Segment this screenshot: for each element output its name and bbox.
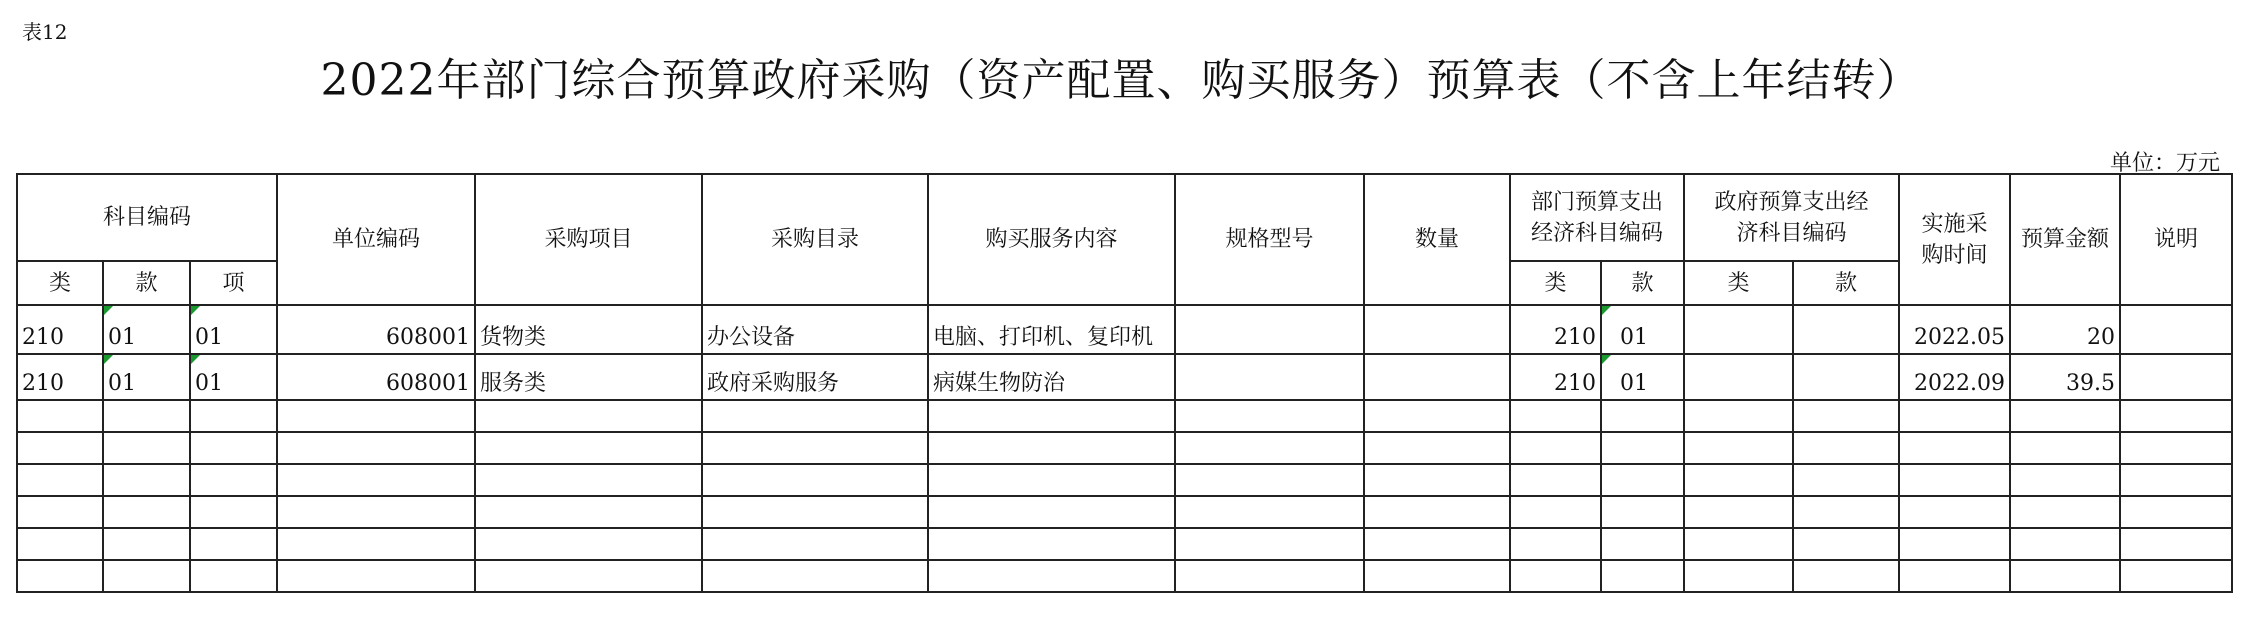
cell-gov-item xyxy=(1793,354,1899,400)
cell-sub-item: 01 xyxy=(190,305,277,354)
cell-time: 2022.05 xyxy=(1899,305,2010,354)
empty-row xyxy=(17,496,2232,528)
header-dept-item: 款 xyxy=(1601,261,1684,305)
cell-project: 服务类 xyxy=(475,354,702,400)
header-sub-item: 项 xyxy=(190,261,277,305)
cell-catalog: 办公设备 xyxy=(702,305,928,354)
header-purchase-project: 采购项目 xyxy=(475,174,702,305)
header-class: 类 xyxy=(17,261,103,305)
cell-catalog: 政府采购服务 xyxy=(702,354,928,400)
cell-amount: 39.5 xyxy=(2010,354,2120,400)
unit-label: 单位：万元 xyxy=(2109,151,2220,176)
table-row xyxy=(17,305,2232,354)
cell-dept-class: 210 xyxy=(1510,305,1601,354)
header-item: 款 xyxy=(103,261,190,305)
cell-remark xyxy=(2120,305,2232,354)
header-gov-class: 类 xyxy=(1684,261,1793,305)
header-dept-econ-code: 部门预算支出经济科目编码 xyxy=(1510,174,1684,261)
table-number: 表12 xyxy=(22,20,68,44)
empty-row xyxy=(17,560,2232,592)
cell-dept-item: 01 xyxy=(1601,354,1684,400)
cell-dept-class: 210 xyxy=(1510,354,1601,400)
cell-item: 01 xyxy=(103,354,190,400)
cell-content: 电脑、打印机、复印机 xyxy=(928,305,1175,354)
header-budget-amount: 预算金额 xyxy=(2010,174,2120,305)
empty-row xyxy=(17,432,2232,464)
cell-spec xyxy=(1175,305,1364,354)
header-remark: 说明 xyxy=(2120,174,2232,305)
header-gov-item: 款 xyxy=(1793,261,1899,305)
cell-time: 2022.09 xyxy=(1899,354,2010,400)
cell-spec xyxy=(1175,354,1364,400)
header-spec: 规格型号 xyxy=(1175,174,1364,305)
cell-project: 货物类 xyxy=(475,305,702,354)
header-quantity: 数量 xyxy=(1364,174,1510,305)
cell-class: 210 xyxy=(17,305,103,354)
header-unit-code: 单位编码 xyxy=(277,174,475,305)
cell-gov-item xyxy=(1793,305,1899,354)
cell-class: 210 xyxy=(17,354,103,400)
cell-sub-item: 01 xyxy=(190,354,277,400)
cell-content: 病媒生物防治 xyxy=(928,354,1175,400)
empty-row xyxy=(17,400,2232,432)
cell-gov-class xyxy=(1684,354,1793,400)
cell-unit-code: 608001 xyxy=(277,305,475,354)
page-title: 2022年部门综合预算政府采购（资产配置、购买服务）预算表（不含上年结转） xyxy=(320,55,1922,106)
header-service-content: 购买服务内容 xyxy=(928,174,1175,305)
budget-table xyxy=(16,173,2233,593)
empty-row xyxy=(17,464,2232,496)
cell-dept-item: 01 xyxy=(1601,305,1684,354)
cell-quantity xyxy=(1364,305,1510,354)
header-impl-time: 实施采购时间 xyxy=(1899,174,2010,305)
cell-amount: 20 xyxy=(2010,305,2120,354)
cell-item: 01 xyxy=(103,305,190,354)
empty-row xyxy=(17,528,2232,560)
header-gov-econ-code: 政府预算支出经济科目编码 xyxy=(1684,174,1899,261)
header-subject-code: 科目编码 xyxy=(17,174,277,261)
header-dept-class: 类 xyxy=(1510,261,1601,305)
cell-gov-class xyxy=(1684,305,1793,354)
cell-quantity xyxy=(1364,354,1510,400)
header-purchase-catalog: 采购目录 xyxy=(702,174,928,305)
cell-unit-code: 608001 xyxy=(277,354,475,400)
table-row xyxy=(17,354,2232,400)
cell-remark xyxy=(2120,354,2232,400)
